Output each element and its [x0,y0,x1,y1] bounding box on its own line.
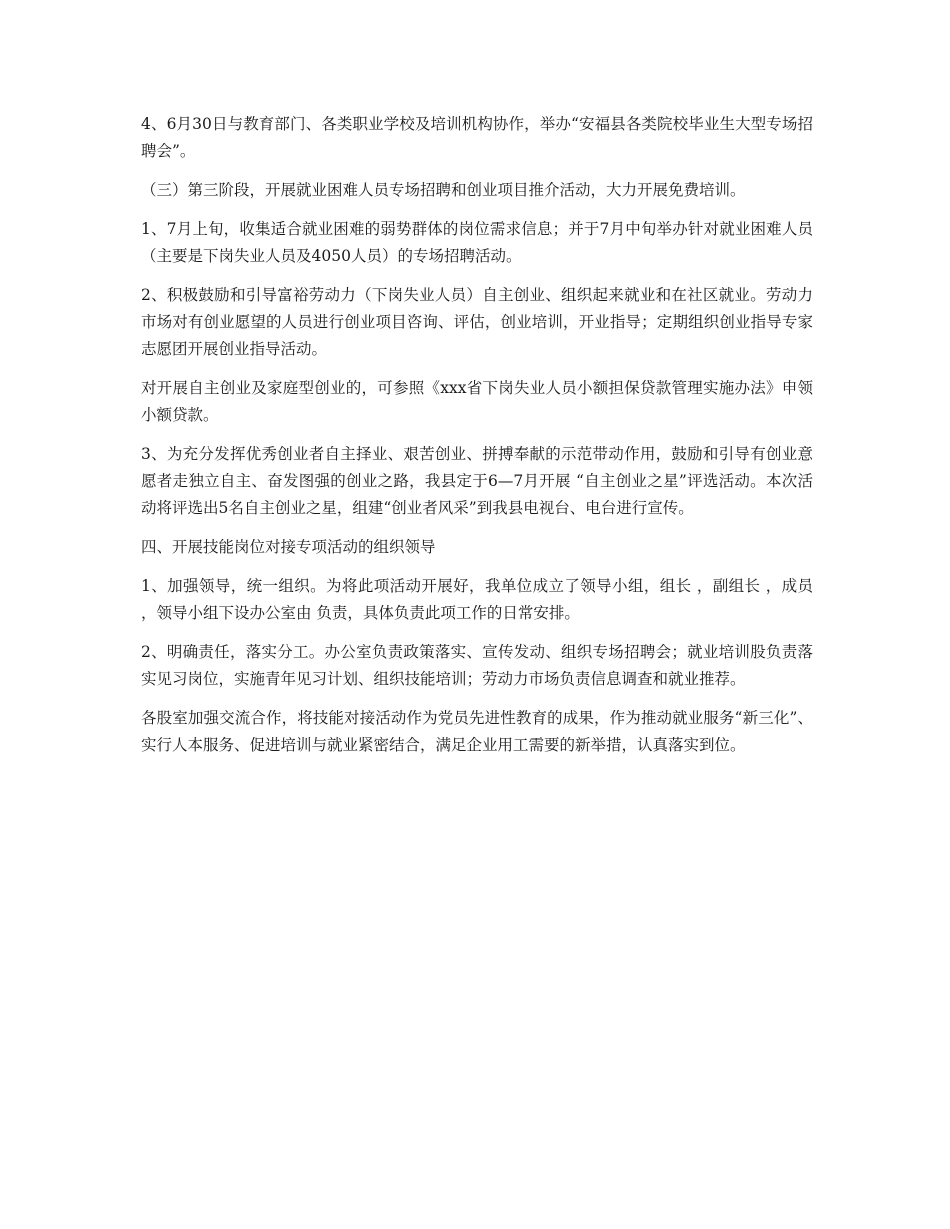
paragraph-cooperation: 各股室加强交流合作，将技能对接活动作为党员先进性教育的成果，作为推动就业服务“新三化”、实行人本服务、促进培训与就业紧密结合，满足企业用工需要的新举措，认真落实到位。 [141,709,813,754]
paragraph-job-fair: 4、6月30日与教育部门、各类职业学校及培训机构协作，举办“安福县各类院校毕业生大型专场招聘会”。 [141,115,813,160]
paragraph-responsibilities: 2、明确责任，落实分工。办公室负责政策落实、宣传发动、组织专场招聘会；就业培训股负责落实见习岗位，实施青年见习计划、组织技能培训；劳动力市场负责信息调查和就业推荐。 [141,643,813,688]
section-heading-leadership: 四、开展技能岗位对接专项活动的组织领导 [141,538,436,556]
paragraph-leadership-group: 1、加强领导，统一组织。为将此项活动开展好，我单位成立了领导小组，组长 ，副组长 ，成员 ，领导小组下设办公室由 负责，具体负责此项工作的日常安排。 [141,577,813,622]
paragraph-phase-three-heading: （三）第三阶段，开展就业困难人员专场招聘和创业项目推介活动，大力开展免费培训。 [141,181,746,199]
paragraph-july-recruitment: 1、7月上旬，收集适合就业困难的弱势群体的岗位需求信息；并于7月中旬举办针对就业困难人员（主要是下岗失业人员及4050人员）的专场招聘活动。 [141,220,813,265]
paragraph-entrepreneur-star: 3、为充分发挥优秀创业者自主择业、艰苦创业、拼搏奉献的示范带动作用，鼓励和引导有创业意愿者走独立自主、奋发图强的创业之路，我县定于6—7月开展 “自主创业之星”评选活动。本次活动将评选出5名自主创业之星，组建“创业者风采”到我县电视台、电台进行宣传。 [141,445,813,517]
document-body [141,111,813,771]
paragraph-micro-loan: 对开展自主创业及家庭型创业的，可参照《xxx省下岗失业人员小额担保贷款管理实施办法》申领小额贷款。 [141,379,813,424]
paragraph-entrepreneurship-guidance: 2、积极鼓励和引导富裕劳动力（下岗失业人员）自主创业、组织起来就业和在社区就业。劳动力市场对有创业愿望的人员进行创业项目咨询、评估，创业培训，开业指导；定期组织创业指导专家志愿团开展创业指导活动。 [141,286,813,358]
